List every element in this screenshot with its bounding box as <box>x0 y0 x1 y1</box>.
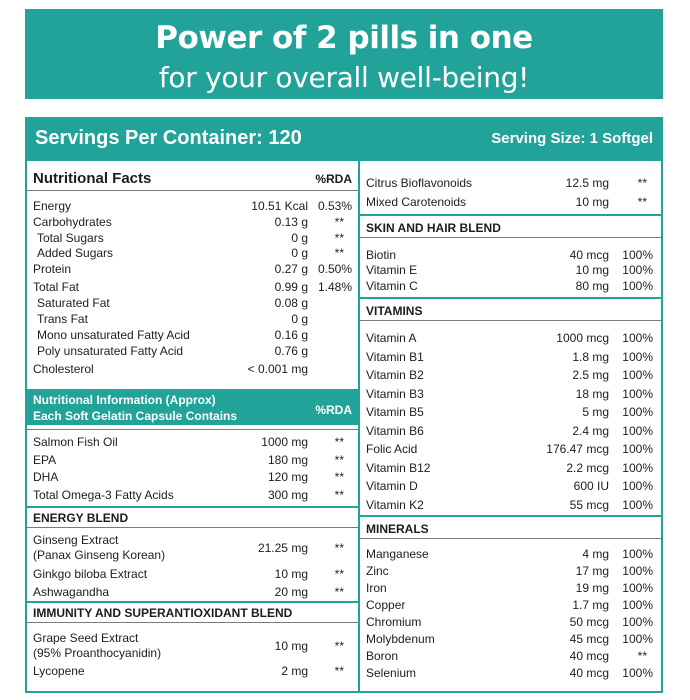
row-name: Ginkgo biloba Extract <box>33 567 148 581</box>
row-amount: 180 mg <box>267 453 308 467</box>
row-name: Citrus Bioflavonoids <box>366 176 473 190</box>
row-amount: 2.4 mg <box>572 423 609 438</box>
promo-banner <box>25 9 663 99</box>
rda-label: %RDA <box>315 403 352 417</box>
row-name: Total Fat <box>33 280 80 294</box>
row-rda: ** <box>334 664 344 678</box>
row-amount: 120 mg <box>267 470 308 484</box>
row-amount: 300 mg <box>267 488 308 502</box>
row-name: Salmon Fish Oil <box>33 435 118 449</box>
row-name: Vitamin B1 <box>366 349 424 364</box>
row-amount: 40 mcg <box>569 649 609 663</box>
row-rda: ** <box>334 215 344 229</box>
row-name: Vitamin D <box>366 479 418 493</box>
row-rda: 100% <box>622 615 653 629</box>
row-name-detail: (Panax Ginseng Korean) <box>33 548 166 562</box>
row-amount: 10 mg <box>575 195 609 209</box>
panel-header <box>27 119 661 161</box>
row-name: EPA <box>33 453 57 467</box>
row-name: Ginseng Extract <box>33 533 119 547</box>
row-name: Chromium <box>366 615 422 629</box>
row-rda: 100% <box>622 547 653 561</box>
row-name: DHA <box>33 470 59 484</box>
row-name: Zinc <box>366 564 389 578</box>
row-rda: 100% <box>622 666 653 680</box>
energy-blend-title: ENERGY BLEND <box>33 511 129 525</box>
divider <box>27 429 358 430</box>
row-name: Vitamin B2 <box>366 368 424 382</box>
row-rda: 100% <box>622 598 653 612</box>
row-rda: 100% <box>622 386 653 401</box>
row-rda: ** <box>334 541 344 555</box>
row-rda: 100% <box>622 368 653 382</box>
row-amount: 600 IU <box>573 479 609 493</box>
row-name: Cholesterol <box>33 362 94 376</box>
row-amount: 50 mcg <box>569 615 609 629</box>
row-name: Vitamin A <box>366 331 417 345</box>
row-name: Saturated Fat <box>37 296 110 310</box>
row-rda: ** <box>334 488 344 502</box>
row-name: Lycopene <box>33 664 85 678</box>
serving-size: Serving Size: 1 Softgel <box>491 130 653 147</box>
row-name: Copper <box>366 598 406 612</box>
energy-blend-header <box>27 508 358 528</box>
minerals-title: MINERALS <box>366 522 429 536</box>
row-name: Carbohydrates <box>33 215 112 229</box>
row-amount: 176.47 mcg <box>546 442 609 456</box>
row-amount: 80 mg <box>575 279 609 293</box>
row-amount: 1.8 mg <box>572 349 609 364</box>
row-rda: 100% <box>622 632 653 646</box>
row-amount: 10 mg <box>274 639 308 653</box>
row-rda: ** <box>334 231 344 245</box>
row-name: Total Omega-3 Fatty Acids <box>33 488 174 502</box>
row-rda: 100% <box>622 405 653 419</box>
row-name: Manganese <box>366 547 429 561</box>
left-column <box>27 161 360 691</box>
row-name: Ashwagandha <box>33 585 110 599</box>
row-amount: 1000 mg <box>261 435 308 449</box>
table-row <box>27 631 358 661</box>
row-rda: 100% <box>622 263 653 277</box>
row-rda: 1.48% <box>317 280 352 294</box>
row-name: Trans Fat <box>37 312 88 326</box>
supplement-facts-panel <box>25 117 663 693</box>
nutritional-facts-title: Nutritional Facts <box>33 170 152 187</box>
row-rda: ** <box>637 176 647 190</box>
row-rda: 0.50% <box>317 262 352 276</box>
row-name: Total Sugars <box>37 231 104 245</box>
nutritional-info-title: Nutritional Information (Approx) <box>33 393 216 407</box>
table-row <box>27 533 358 563</box>
row-rda: 100% <box>622 423 653 438</box>
nutritional-info-header <box>27 389 358 425</box>
row-name: Selenium <box>366 666 417 680</box>
skin-hair-blend-header <box>360 216 661 238</box>
row-amount: 40 mcg <box>569 248 609 262</box>
row-name: Protein <box>33 262 72 276</box>
vitamins-header <box>360 299 661 321</box>
servings-per-container: Servings Per Container: 120 <box>35 127 302 149</box>
row-name: Boron <box>366 649 399 663</box>
row-rda: ** <box>334 585 344 599</box>
row-rda: 100% <box>622 349 653 364</box>
row-rda: 100% <box>622 331 653 345</box>
row-amount: 5 mg <box>582 405 609 419</box>
row-rda: 100% <box>622 581 653 595</box>
row-name: Added Sugars <box>37 246 114 260</box>
row-rda: ** <box>334 246 344 260</box>
row-name: Vitamin K2 <box>366 497 424 512</box>
row-rda: ** <box>334 435 344 449</box>
row-amount: 40 mcg <box>569 666 609 680</box>
row-name: Grape Seed Extract <box>33 631 139 645</box>
row-amount: 21.25 mg <box>257 541 308 555</box>
row-amount: 1000 mcg <box>556 331 609 345</box>
row-rda: ** <box>334 639 344 653</box>
row-name: Poly unsaturated Fatty Acid <box>37 344 184 358</box>
nutritional-info-subtitle: Each Soft Gelatin Capsule Contains <box>33 409 238 423</box>
row-rda: 100% <box>622 248 653 262</box>
row-name: Vitamin B3 <box>366 386 424 401</box>
row-name: Vitamin B12 <box>366 460 431 475</box>
immunity-blend-title: IMMUNITY AND SUPERANTIOXIDANT BLEND <box>33 606 293 620</box>
rda-label: %RDA <box>315 172 352 186</box>
row-amount: 2.5 mg <box>572 368 609 382</box>
row-name-detail: (95% Proanthocyanidin) <box>33 646 162 660</box>
row-amount: 1.7 mg <box>572 598 609 612</box>
row-amount: 20 mg <box>274 585 308 599</box>
row-amount: 45 mcg <box>569 632 609 646</box>
row-amount: 0.99 g <box>274 280 308 294</box>
row-rda: 100% <box>622 279 653 293</box>
row-amount: 4 mg <box>582 547 609 561</box>
row-rda: ** <box>334 567 344 581</box>
vitamins-title: VITAMINS <box>366 304 423 318</box>
row-amount: 0.13 g <box>274 215 308 229</box>
row-rda: 0.53% <box>317 199 352 213</box>
row-name: Biotin <box>366 248 397 262</box>
minerals-header <box>360 517 661 539</box>
row-rda: 100% <box>622 497 653 512</box>
row-name: Vitamin C <box>366 279 418 293</box>
row-name: Folic Acid <box>366 442 418 456</box>
row-name: Energy <box>33 199 72 213</box>
row-name: Iron <box>366 581 387 595</box>
row-rda: ** <box>637 195 647 209</box>
banner-headline: Power of 2 pills in one <box>155 20 533 56</box>
row-amount: 0 g <box>291 312 308 326</box>
row-name: Mixed Carotenoids <box>366 195 467 209</box>
row-amount: 19 mg <box>575 581 609 595</box>
skin-hair-blend-title: SKIN AND HAIR BLEND <box>366 221 501 235</box>
banner-subheadline: for your overall well-being! <box>158 61 530 94</box>
row-rda: ** <box>637 649 647 663</box>
row-amount: 12.5 mg <box>565 176 609 190</box>
row-amount: 0.16 g <box>274 328 308 342</box>
row-rda: ** <box>334 470 344 484</box>
row-amount: 0.76 g <box>274 344 308 358</box>
row-rda: 100% <box>622 442 653 456</box>
row-amount: 2 mg <box>281 664 308 678</box>
row-rda: ** <box>334 453 344 467</box>
row-name: Vitamin E <box>366 263 418 277</box>
row-amount: 2.2 mcg <box>566 460 609 475</box>
row-amount: 18 mg <box>575 386 609 401</box>
row-name: Mono unsaturated Fatty Acid <box>37 328 190 342</box>
immunity-blend-header <box>27 603 358 623</box>
row-amount: 55 mcg <box>569 497 609 512</box>
row-amount: 0.27 g <box>274 262 308 276</box>
row-amount: 0 g <box>291 231 308 245</box>
row-amount: < 0.001 mg <box>247 362 308 376</box>
row-amount: 0 g <box>291 246 308 260</box>
row-amount: 10.51 Kcal <box>251 199 308 213</box>
row-amount: 10 mg <box>274 567 308 581</box>
row-rda: 100% <box>622 460 653 475</box>
row-rda: 100% <box>622 479 653 493</box>
row-name: Vitamin B6 <box>366 423 424 438</box>
row-rda: 100% <box>622 564 653 578</box>
row-amount: 17 mg <box>575 564 609 578</box>
row-amount: 0.08 g <box>274 296 308 310</box>
right-column <box>360 161 661 691</box>
row-name: Molybdenum <box>366 632 435 646</box>
nutritional-facts-header <box>27 169 358 191</box>
row-name: Vitamin B5 <box>366 405 424 419</box>
row-amount: 10 mg <box>575 263 609 277</box>
